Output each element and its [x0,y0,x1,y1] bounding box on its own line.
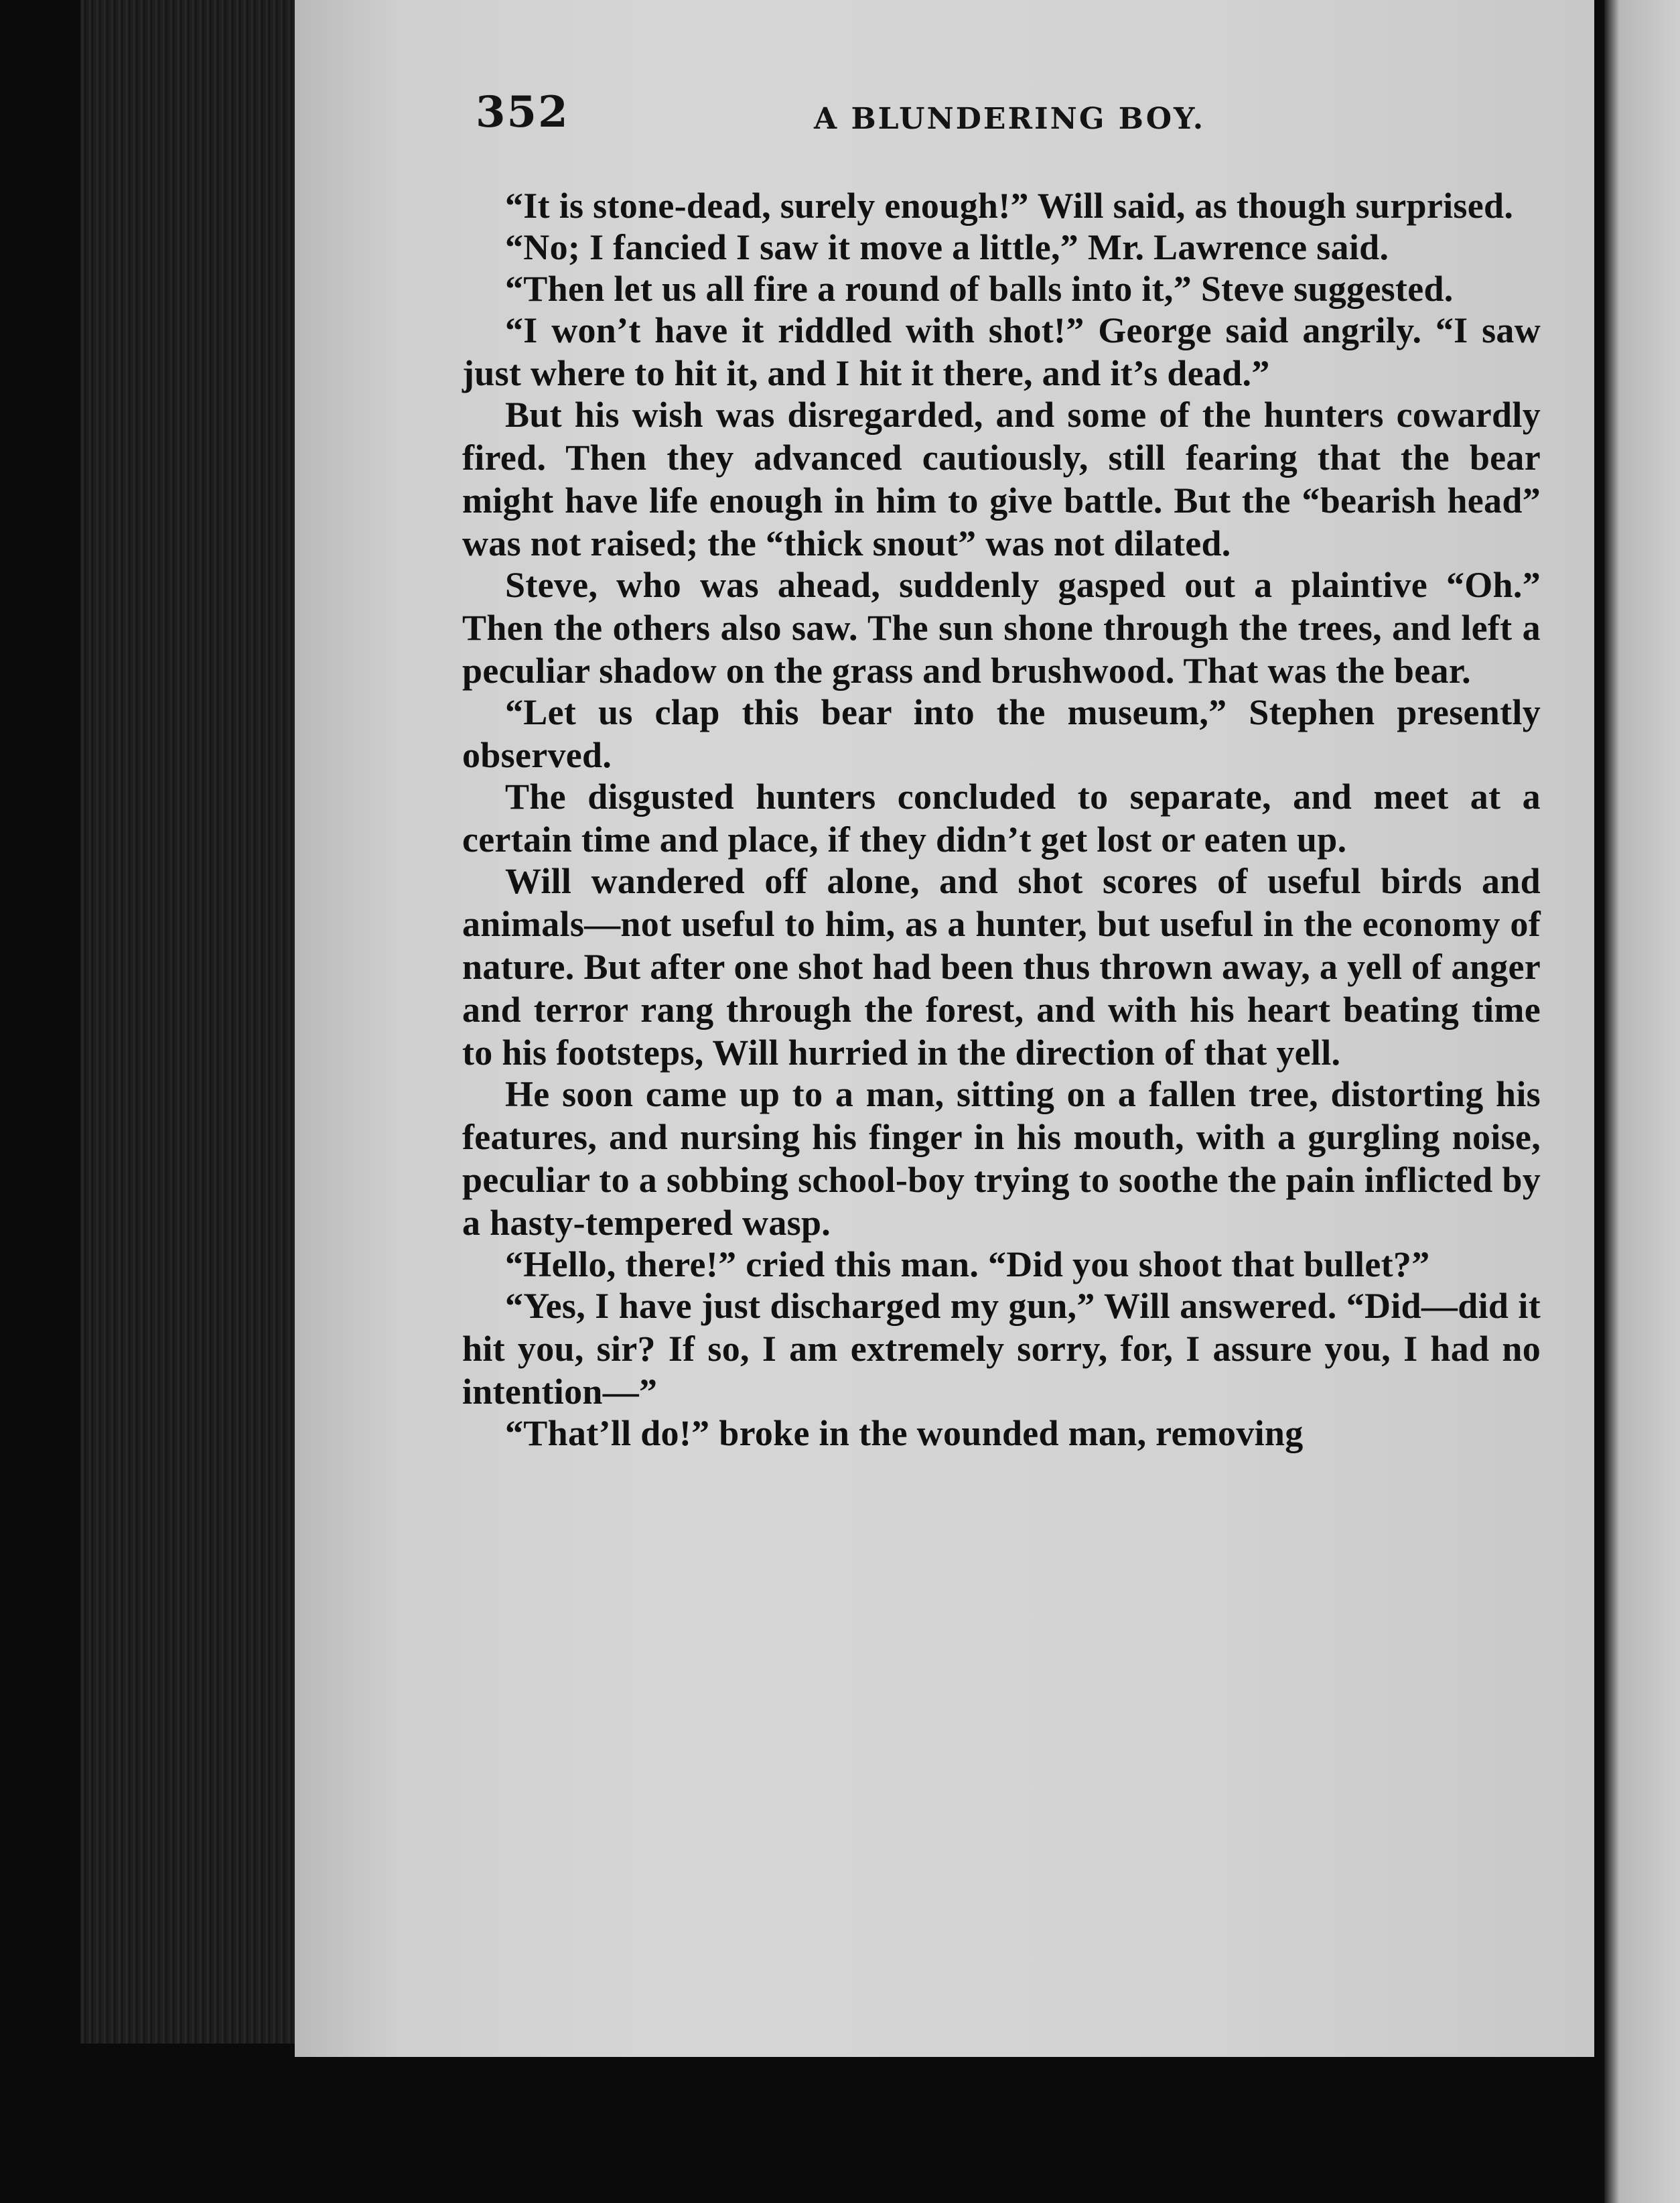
paragraph-4: “I won’t have it riddled with shot!” George said angrily. “I saw just where to hit it, and I hit it there, and it’s dead.” [462,310,1541,393]
facing-page-edge [1604,0,1680,2203]
paragraph-12: “Yes, I have just discharged my gun,” Will answered. “Did—did it hit you, sir? If so, I am extremely sorry, for, I assure you, I had no intention—” [462,1286,1541,1412]
paragraph-6: Steve, who was ahead, suddenly gasped out a plaintive “Oh.” Then the others also saw. The sun shone through the trees, and left a peculiar shadow on the grass and brushwood. That was the bear. [462,565,1541,691]
body-text [462,184,1541,1453]
paragraph-13: “That’ll do!” broke in the wounded man, removing [505,1413,1304,1453]
paragraph-8: The disgusted hunters concluded to separate, and meet at a certain time and place, if they didn’t get lost or eaten up. [462,777,1541,860]
page-number: 352 [476,87,569,137]
paragraph-3: “Then let us all fire a round of balls into it,” Steve suggested. [505,269,1454,309]
paragraph-2: “No; I fancied I saw it move a little,” Mr. Lawrence said. [505,227,1389,267]
paragraph-1: “It is stone-dead, surely enough!” Will said, as though surprised. [505,186,1514,226]
running-head [476,87,1547,147]
paragraph-9: Will wandered off alone, and shot scores of useful birds and animals—not useful to him, as a hunter, but useful in the economy of nature. But after one shot had been thus thrown away, a yell of anger and terror rang through the forest, and with his heart beating time to his footsteps, Will hurried in the direction of that yell. [462,861,1541,1073]
paragraph-7: “Let us clap this bear into the museum,” Stephen presently observed. [462,692,1541,775]
paragraph-5: But his wish was disregarded, and some of the hunters cowardly fired. Then they advanced cautiously, still fearing that the bear might have life enough in him to give battle. But the “bearish head” was not raised; the “thick snout” was not dilated. [462,395,1541,563]
paragraph-11: “Hello, there!” cried this man. “Did you shoot that bullet?” [505,1244,1430,1284]
paragraph-10: He soon came up to a man, sitting on a fallen tree, distorting his features, and nursing his finger in his mouth, with a gurgling noise, peculiar to a sobbing school-boy trying to soothe the pain inflicted by a hasty-tempered wasp. [462,1074,1541,1243]
book-binding-edge [80,0,301,2044]
running-title: A BLUNDERING BOY. [814,102,1206,136]
